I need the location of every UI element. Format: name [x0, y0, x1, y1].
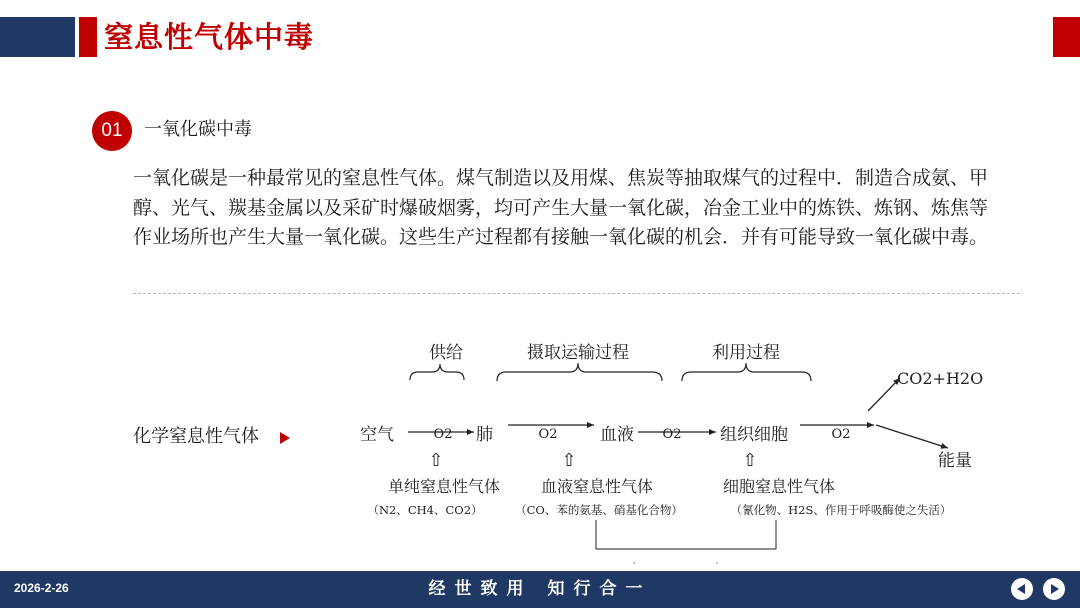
section-title: 一氧化碳中毒 — [144, 119, 252, 140]
stage-label: 利用过程 — [712, 343, 780, 363]
product-arrow — [868, 378, 900, 411]
up-arrow-icon: ⇧ — [742, 450, 758, 471]
connector-mark: · — [715, 559, 719, 569]
connector-mark: · — [632, 559, 636, 569]
o2-label: O2 — [433, 427, 453, 442]
gas-type-examples: （氰化物、H2S、作用于呼吸酶使之失活） — [730, 503, 952, 517]
footer-date: 2026-2-26 — [14, 581, 69, 595]
prev-slide-button[interactable] — [1011, 578, 1033, 600]
footer-bar — [0, 571, 1080, 608]
product-label: CO2+H2O — [897, 369, 984, 388]
gas-type-name: 细胞窒息性气体 — [722, 477, 836, 496]
o2-label: O2 — [831, 427, 851, 442]
gas-type-examples: （N2、CH4、CO2） — [367, 503, 483, 517]
product-label: 能量 — [938, 451, 972, 471]
flow-node: 肺 — [476, 425, 493, 445]
o2-label: O2 — [662, 427, 682, 442]
footer-motto: 经世致用 知行合一 — [428, 579, 652, 599]
up-arrow-icon: ⇧ — [428, 450, 444, 471]
diagram-side-label: 化学窒息性气体 — [133, 426, 259, 447]
product-arrow — [876, 425, 948, 448]
flow-node: 血液 — [600, 425, 634, 445]
connector-bracket — [596, 520, 776, 549]
next-slide-button[interactable] — [1043, 578, 1065, 600]
prev-arrow-icon — [1017, 584, 1025, 594]
o2-label: O2 — [538, 427, 558, 442]
flow-node: 空气 — [360, 425, 394, 445]
section-number-badge: 01 — [92, 111, 132, 151]
flow-node: 组织细胞 — [720, 425, 788, 445]
up-arrow-icon: ⇧ — [561, 450, 577, 471]
stage-brace — [497, 363, 662, 381]
next-arrow-icon — [1051, 584, 1059, 594]
stage-label: 供给 — [429, 343, 463, 363]
section-paragraph: 一氧化碳是一种最常见的窒息性气体。煤气制造以及用煤、焦炭等抽取煤气的过程中．制造合成氨、甲醇、光气、羰基金属以及采矿时爆破烟雾，均可产生大量一氧化碳，冶金工业中的炼铁、炼钢、炼焦等作业场所也产生大量一氧化碳。这些生产过程都有接触一氧化碳的机会．并有可能导致一氧化碳中毒。 — [133, 167, 989, 248]
gas-type-name: 血液窒息性气体 — [540, 477, 654, 496]
stage-label: 摄取运输过程 — [527, 343, 629, 363]
page-title: 窒息性气体中毒 — [104, 20, 315, 54]
stage-brace — [410, 364, 464, 380]
gas-type-name: 单纯窒息性气体 — [387, 477, 501, 496]
gas-type-examples: （CO、苯的氨基、硝基化合物） — [515, 503, 683, 517]
stage-brace — [682, 363, 811, 381]
